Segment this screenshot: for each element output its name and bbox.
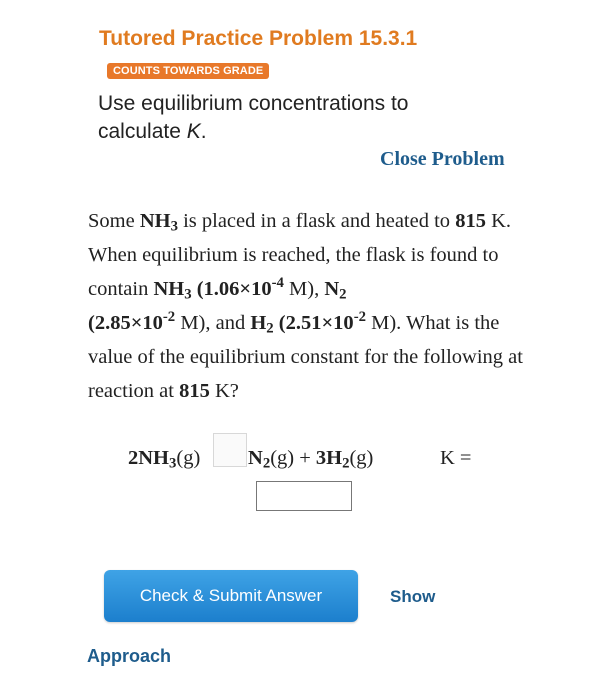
concentration-nh3: ($1.06\times 10^{-4}$ — [191, 274, 284, 300]
concentration-h2: ($2.51\times 10^{-2}$ — [273, 308, 366, 334]
show-link[interactable]: Show — [390, 587, 436, 606]
subtitle-period: . — [200, 120, 207, 143]
k-label: K = — [440, 447, 472, 469]
check-submit-button[interactable]: Check & Submit Answer — [104, 570, 358, 622]
problem-text: Some — [88, 210, 140, 232]
problem-text: is placed in a flask and heated to — [177, 210, 456, 232]
temperature-value: 815 — [179, 380, 210, 402]
subtitle-variable: K — [186, 120, 201, 143]
reaction-products: $N_2(g) + 3H_2(g)$ — [248, 447, 374, 472]
problem-text: M). What is the value of the equilibrium constant for the following at reaction at — [88, 312, 523, 402]
temperature-value: 815 — [455, 210, 486, 232]
close-problem-link[interactable]: Close Problem — [380, 148, 505, 170]
reaction-reactant: $2NH_3(g)$ — [128, 447, 201, 472]
problem-text: M), and — [175, 312, 251, 334]
equilibrium-arrow-icon — [213, 433, 247, 467]
grade-badge: COUNTS TOWARDS GRADE — [107, 63, 269, 79]
concentration-n2: ($2.85\times 10^{-2}$ — [88, 308, 176, 334]
k-answer-input[interactable] — [256, 481, 352, 511]
formula-h2: $H_2$ — [250, 312, 274, 337]
problem-subtitle — [98, 90, 478, 146]
problem-title: Tutored Practice Problem 15.3.1 — [99, 27, 418, 50]
formula-n2: $N_2$ — [324, 278, 347, 303]
reaction-equation — [128, 447, 508, 477]
problem-text: M), — [283, 278, 325, 300]
problem-text: K? — [209, 380, 239, 402]
problem-statement — [88, 204, 538, 408]
subtitle-text: Use equilibrium concentrations to calculate — [98, 92, 409, 143]
approach-link[interactable]: Approach — [87, 646, 172, 666]
formula-nh3: $NH_3$ — [153, 278, 192, 303]
formula-nh3: $NH_3$ — [139, 210, 178, 235]
problem-text: K. When equilibrium is reached, the flask is found to contain — [88, 210, 511, 300]
